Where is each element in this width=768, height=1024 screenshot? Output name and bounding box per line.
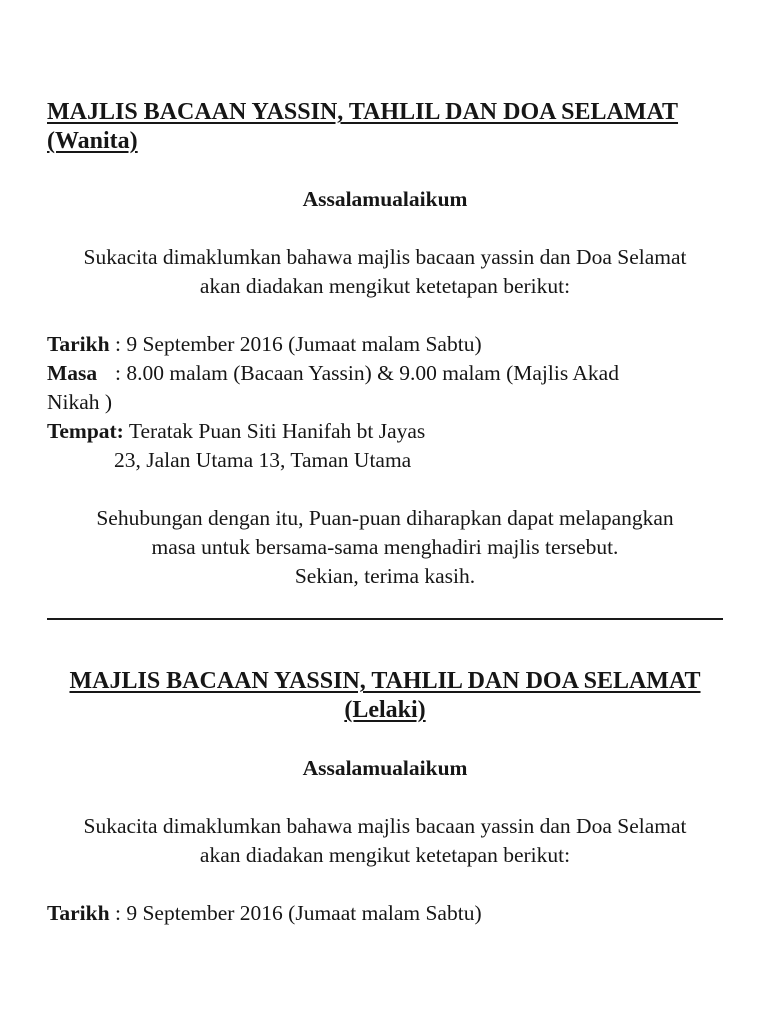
greeting: Assalamualaikum [302,756,468,780]
closing-line-2: masa untuk bersama-sama menghadiri majlis tersebut. [151,535,619,559]
detail-row-tempat-address: 23, Jalan Utama 13, Taman Utama [114,448,412,472]
section-subtitle [47,696,723,725]
section-wanita [47,98,723,591]
intro-paragraph [47,812,723,870]
closing-line-3: Sekian, terima kasih. [294,564,476,588]
greeting: Assalamualaikum [302,187,468,211]
section-subtitle-text: (Wanita) [47,128,138,154]
intro-line-2: akan diadakan mengikut ketetapan berikut: [199,843,571,867]
intro-paragraph [47,243,723,301]
intro-line-1: Sukacita dimaklumkan bahawa majlis bacaan yassin dan Doa Selamat [83,814,687,838]
section-title-block [47,98,723,156]
section-title-text: MAJLIS BACAAN YASSIN, TAHLIL DAN DOA SELAMAT [69,668,701,694]
detail-value-masa: : 8.00 malam (Bacaan Yassin) & 9.00 malam (Majlis Akad [115,361,619,385]
event-details [47,899,723,928]
section-title-block [47,667,723,725]
detail-value-tarikh: : 9 September 2016 (Jumaat malam Sabtu) [115,332,482,356]
detail-value-tarikh: : 9 September 2016 (Jumaat malam Sabtu) [115,901,482,925]
detail-label-masa: Masa [47,361,98,385]
detail-label-tempat: Tempat: [47,419,124,443]
intro-line-1: Sukacita dimaklumkan bahawa majlis bacaan yassin dan Doa Selamat [83,245,687,269]
detail-row-masa-continuation: Nikah ) [47,390,113,414]
section-divider [47,618,723,620]
closing-line-1: Sehubungan dengan itu, Puan-puan diharapkan dapat melapangkan [96,506,674,530]
section-title [47,667,723,696]
event-details [47,330,723,475]
section-lelaki [47,667,723,928]
section-title-text: MAJLIS BACAAN YASSIN, TAHLIL DAN DOA SELAMAT [47,99,679,125]
detail-row-masa [47,359,723,388]
detail-label-tarikh: Tarikh [47,901,110,925]
section-subtitle [47,127,723,156]
section-subtitle-text: (Lelaki) [344,697,426,723]
detail-row-tarikh [47,899,723,928]
detail-row-tarikh [47,330,723,359]
detail-label-tarikh: Tarikh [47,332,110,356]
intro-line-2: akan diadakan mengikut ketetapan berikut: [199,274,571,298]
detail-value-tempat: Teratak Puan Siti Hanifah bt Jayas [128,419,426,443]
closing-paragraph [47,504,723,591]
section-title [47,98,723,127]
detail-row-tempat [47,417,723,446]
